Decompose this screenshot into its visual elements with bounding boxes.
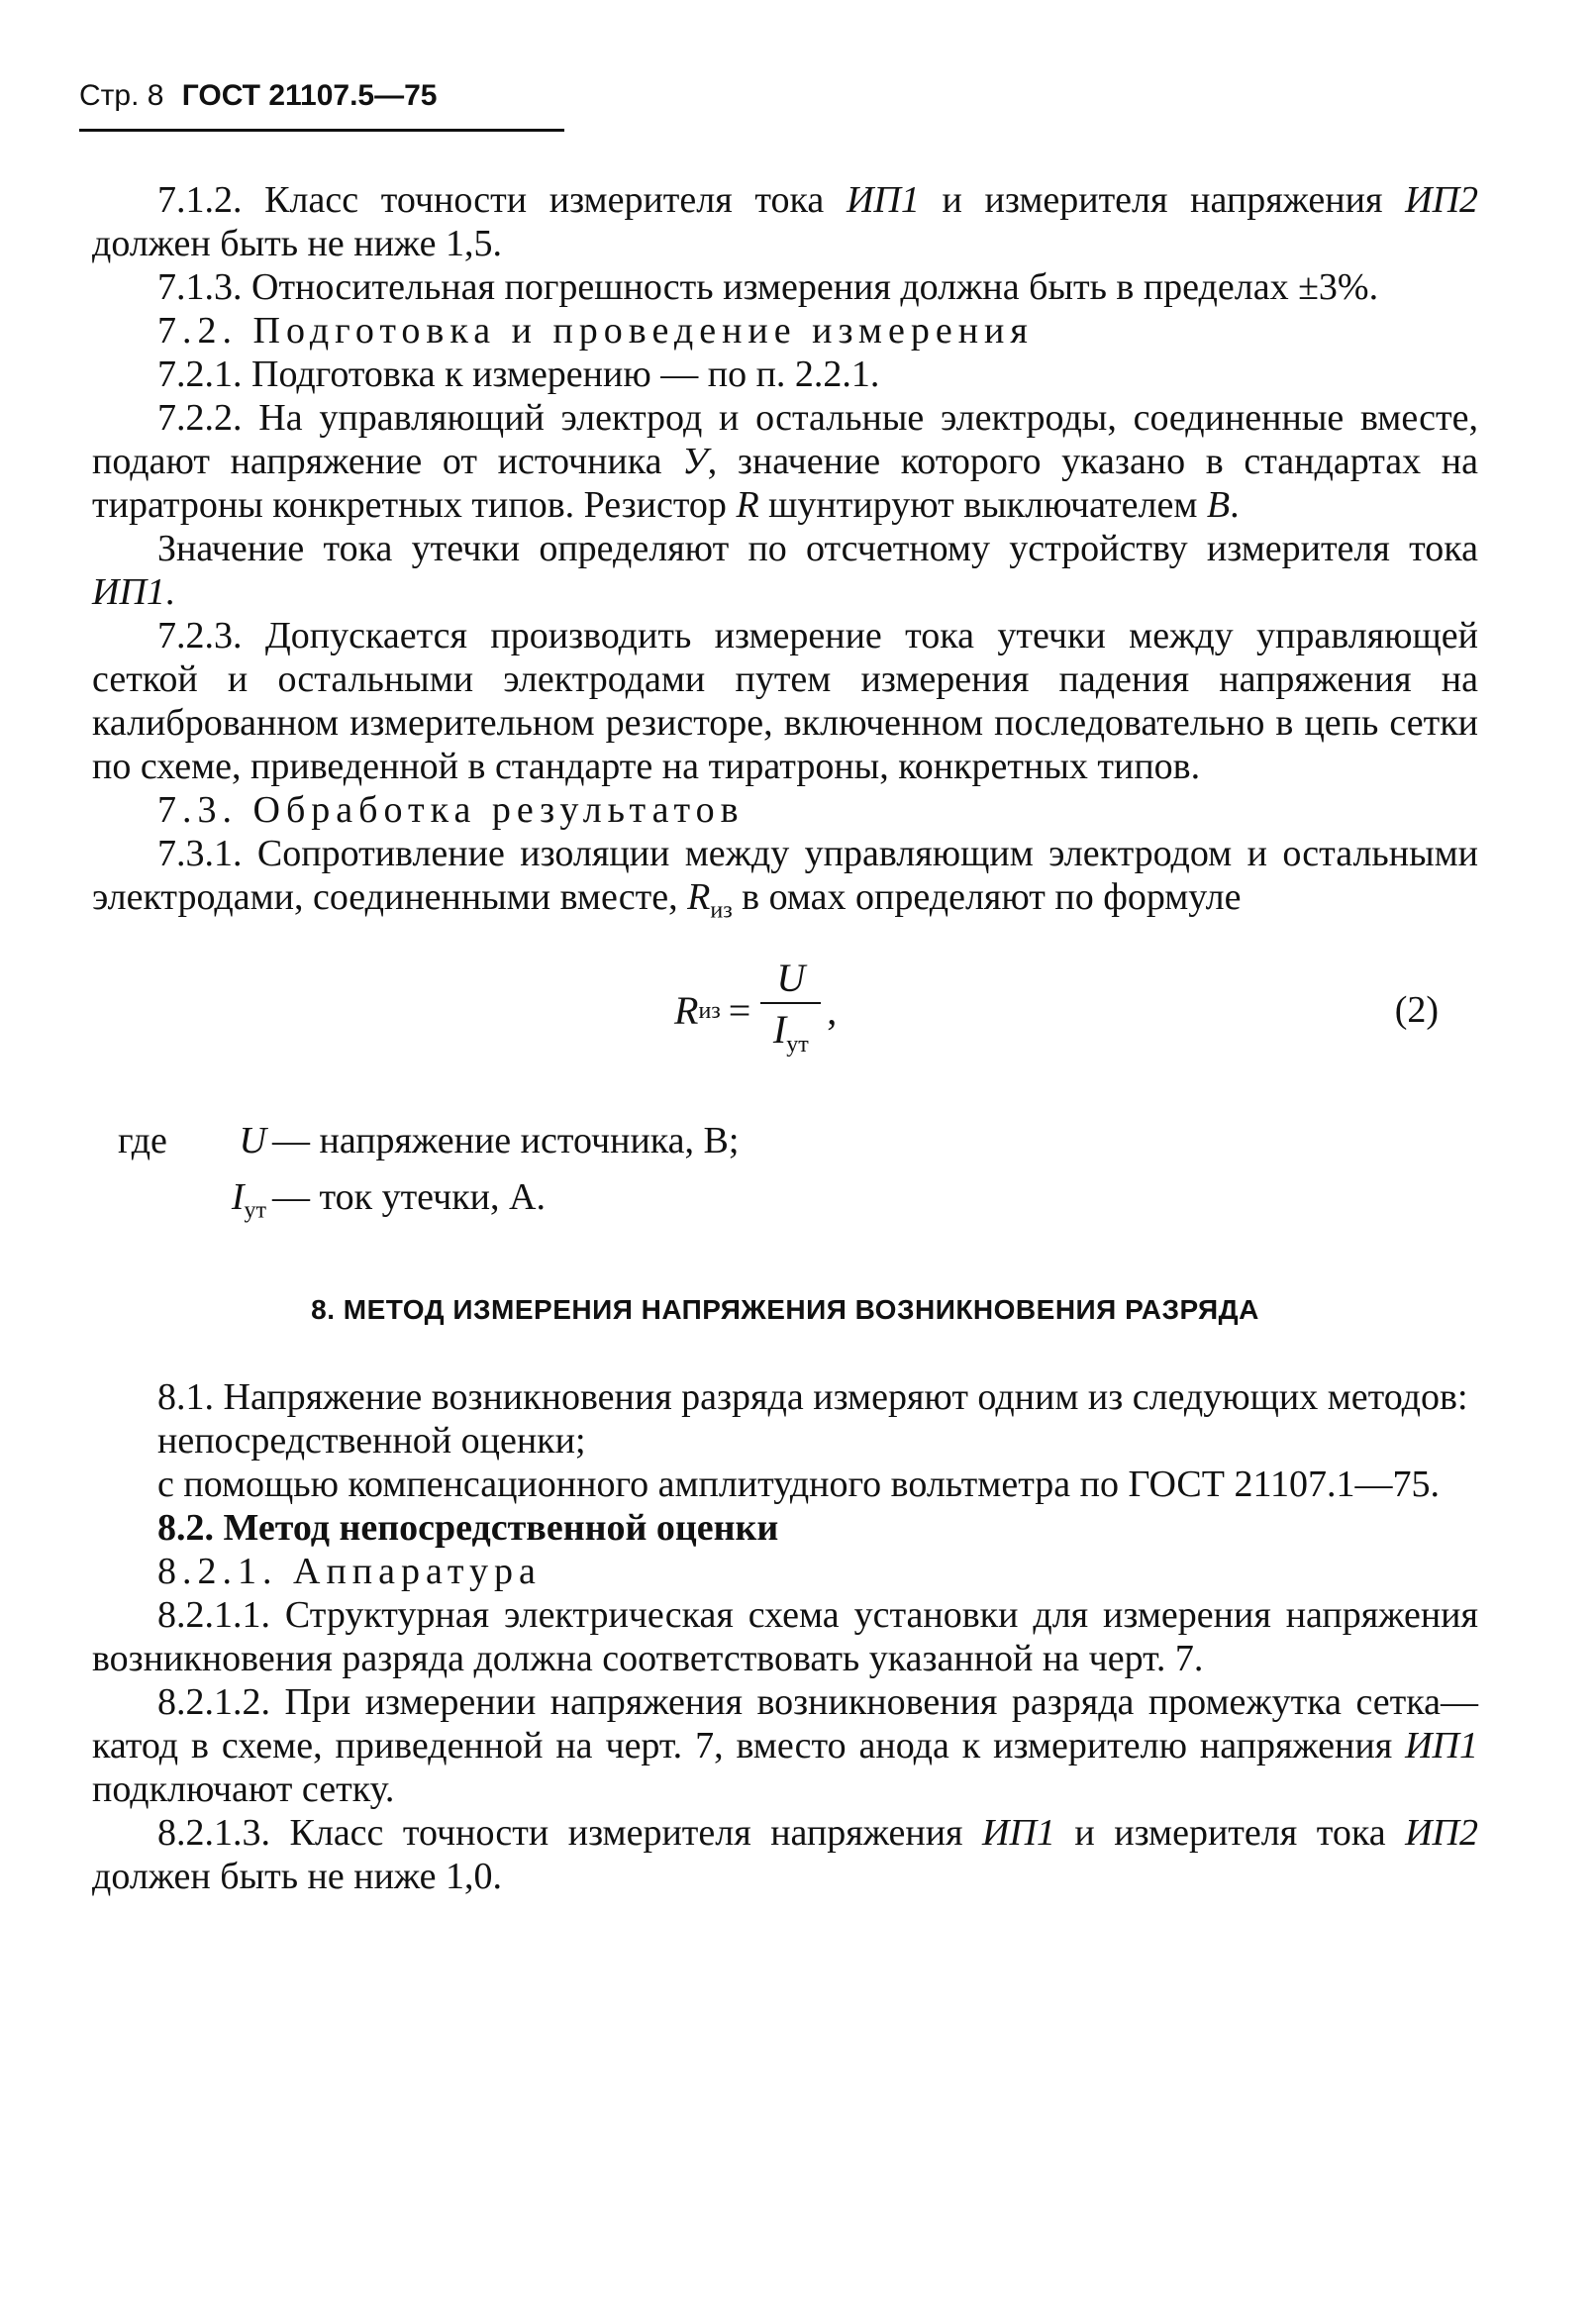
paragraph-7-2-1: 7.2.1. Подготовка к измерению — по п. 2.2.1.: [157, 353, 880, 395]
formula-denominator: $I_{ут}$: [772, 1006, 809, 1058]
paragraph-7-2-2: 7.2.2. На управляющий электрод и остальные электроды, соединенные вместе, подают напряжение от источника У, значение которого указано в стандартах на тиратроны конкретных типов. Резистор R шунтируют выключателем В.: [92, 397, 1478, 526]
paragraph-8-2-1-3: 8.2.1.3. Класс точности измерителя напряжения ИП1 и измерителя тока ИП2 должен быть не ниже 1,0.: [92, 1811, 1478, 1897]
formula-lhs: R: [674, 988, 699, 1034]
paragraph-7-1-2: 7.1.2. Класс точности измерителя тока ИП1 и измерителя напряжения ИП2 должен быть не ниже 1,5.: [92, 179, 1479, 264]
section-8-title: 8. МЕТОД ИЗМЕРЕНИЯ НАПРЯЖЕНИЯ ВОЗНИКНОВЕНИЯ РАЗРЯДА: [311, 1293, 1259, 1325]
formula-expression: [674, 957, 837, 1066]
formula-equals: =: [728, 988, 751, 1034]
paragraph-7-2-3: 7.2.3. Допускается производить измерение тока утечки между управляющей сеткой и остальными электродами путем измерения падения напряжения на калиброванном измерительном резисторе, включенном последовательно в цепь сетки по схеме, приведенной в стандарте на тиратроны, конкретных типов.: [92, 615, 1478, 787]
heading-8-2-1: 8.2.1. Аппаратура: [157, 1550, 542, 1592]
formula-numerator: U: [760, 957, 821, 1004]
paragraph-7-3-1: 7.3.1. Сопротивление изоляции между управляющим электродом и остальными электродами, соединенными вместе, $R_{из}$ в омах определяют по формуле: [92, 833, 1478, 924]
paragraph-7-1-3: 7.1.3. Относительная погрешность измерения должна быть в пределах ±3%.: [157, 266, 1379, 308]
formula-lhs-sub: из: [698, 998, 721, 1025]
formula-number: (2): [1394, 988, 1439, 1031]
legend-lead: где: [118, 1119, 167, 1161]
method-item-1: непосредственной оценки;: [157, 1419, 586, 1462]
legend-text: — ток утечки, А.: [272, 1176, 546, 1219]
paragraph-7-2-2-continued: Значение тока утечки определяют по отсчетному устройству измерителя тока ИП1.: [92, 528, 1478, 613]
page-header: [79, 79, 437, 113]
heading-7-3: 7.3. Обработка результатов: [157, 789, 745, 831]
legend-row: [92, 1119, 1478, 1176]
legend-text: — напряжение источника, В;: [272, 1119, 740, 1161]
formula-comma: ,: [827, 988, 838, 1034]
paragraph-8-2-1-1: 8.2.1.1. Структурная электрическая схема установки для измерения напряжения возникновения разряда должна соответствовать указанной на черт. 7.: [92, 1593, 1478, 1679]
formula-legend: [92, 1119, 1478, 1233]
heading-7-2: 7.2. Подготовка и проведение измерения: [157, 310, 1034, 352]
page-number: Стр. 8: [79, 79, 164, 112]
body-text: [92, 178, 1478, 1898]
method-item-2: с помощью компенсационного амплитудного вольтметра по ГОСТ 21107.1—75.: [157, 1463, 1441, 1505]
heading-8-2: 8.2. Метод непосредственной оценки: [157, 1506, 779, 1549]
legend-symbol: U: [239, 1119, 266, 1161]
formula-2: [92, 949, 1478, 1097]
legend-row: [92, 1175, 1478, 1233]
header-rule: [79, 129, 564, 132]
formula-fraction: [760, 957, 821, 1066]
legend-symbol: $I_{ут}$: [231, 1176, 266, 1224]
paragraph-8-1: 8.1. Напряжение возникновения разряда измеряют одним из следующих методов:: [157, 1375, 1468, 1418]
paragraph-8-2-1-2: 8.2.1.2. При измерении напряжения возникновения разряда промежутка сетка—катод в схеме, приведенной на черт. 7, вместо анода к измерителю напряжения ИП1 подключают сетку.: [92, 1680, 1478, 1810]
standard-code: ГОСТ 21107.5—75: [181, 79, 438, 112]
